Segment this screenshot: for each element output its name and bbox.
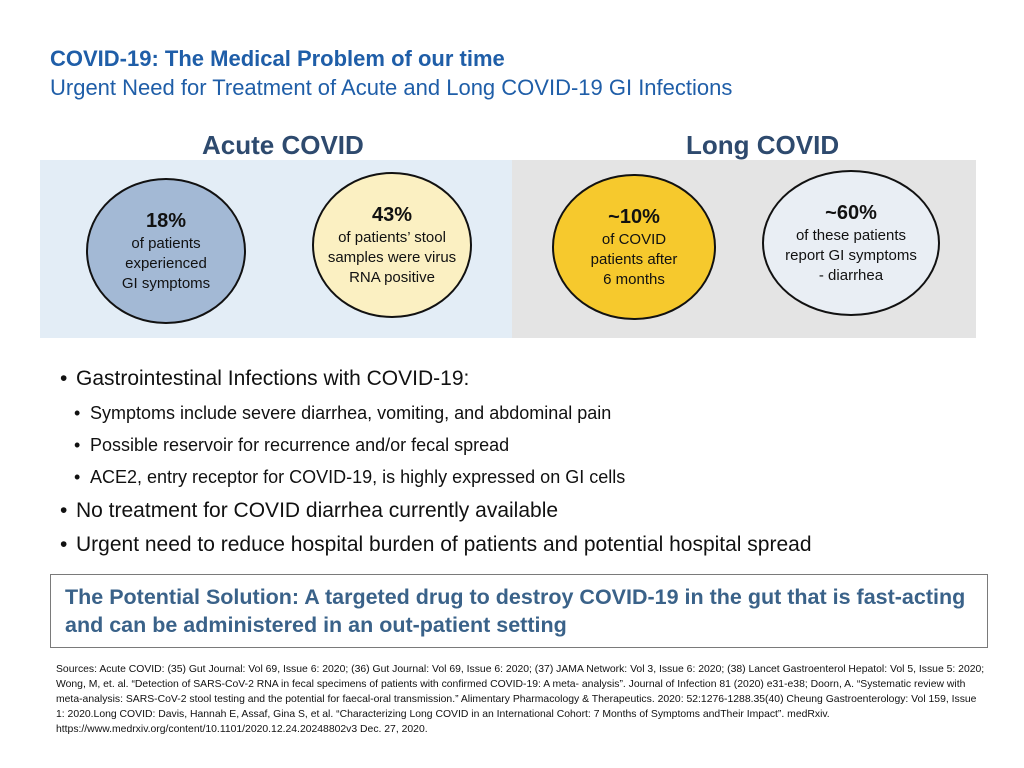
sources-footnote: Sources: Acute COVID: (35) Gut Journal: Vol 69, Issue 6: 2020; (36) Gut Journal: Vol 69, Issue 6: 2020; (37) JAMA Network: Vol 3, Issue 6: 2020; (38) Lancet Gastroenterol Hepatol: Vol 5, Issue 5: 2020; Wong, M, et. al. “Detection of SARS-CoV-2 RNA in fecal specimens of patients with confirmed COVID-19: A meta- analysis”. Journal of Infection 81 (2020) e31-e38; Doorn, A. “Systematic review with meta-analysis: SARS-CoV-2 stool testing and the potential for faecal-oral transmission.” Alimentary Pharmacology & Therapeutics. 2020: 52:1276-1288.35(40) Cheung Gastroenterology: Vol 159, Issue 1: 2020.Long COVID: Davis, Hannah E, Assaf, Gina S, et al. “Characterizing Long COVID in an International Cohort: 7 Months of Symptoms andTheir Impact”. medRxiv. https://www.medrxiv.org/content/10.1101/2020.12.24.20248802v3 Dec. 27, 2020.	[56, 664, 985, 735]
bullet-dot-icon: •	[74, 435, 81, 455]
slide-subtitle: Urgent Need for Treatment of Acute and Long COVID-19 GI Infections	[50, 75, 733, 100]
sub-bullet-text: Symptoms include severe diarrhea, vomiting, and abdominal pain	[90, 403, 612, 423]
stat-text-line: report GI symptoms	[785, 247, 917, 264]
stat-text-line: of COVID	[601, 231, 667, 248]
stat-circle-long-covid-rate	[552, 174, 716, 320]
stat-value: ~60%	[825, 202, 877, 224]
sub-bullet-text: ACE2, entry receptor for COVID-19, is highly expressed on GI cells	[90, 467, 626, 487]
bullet-text: No treatment for COVID diarrhea currently available	[76, 499, 559, 522]
stat-text-line: of patients’ stool	[338, 229, 446, 246]
sub-bullet-item	[60, 434, 1000, 456]
sub-bullet-item	[60, 402, 1000, 424]
solution-box: The Potential Solution: A targeted drug to destroy COVID-19 in the gut that is fast-acting and can be administered in an out-patient setting	[50, 574, 988, 648]
bullet-item	[60, 532, 1000, 558]
stat-value: ~10%	[608, 206, 660, 228]
bullet-dot-icon: •	[60, 499, 68, 522]
long-covid-heading: Long COVID	[686, 130, 840, 160]
acute-covid-heading: Acute COVID	[202, 130, 364, 160]
stat-text-line: GI symptoms	[121, 275, 211, 292]
stat-text-line: patients after	[590, 251, 678, 268]
bullet-dot-icon: •	[60, 367, 68, 390]
slide-title: COVID-19: The Medical Problem of our time	[50, 46, 505, 71]
bullet-text: Urgent need to reduce hospital burden of patients and potential hospital spread	[76, 533, 812, 556]
bullet-dot-icon: •	[74, 467, 81, 487]
bullet-list	[60, 366, 1000, 558]
sub-bullet-item	[60, 466, 1000, 488]
stat-text-line: of these patients	[795, 227, 907, 244]
bullet-dot-icon: •	[60, 533, 68, 556]
stat-circle-long-gi-symptoms	[762, 170, 940, 316]
stat-value: 43%	[371, 204, 413, 226]
bullet-dot-icon: •	[74, 403, 81, 423]
stat-text-line: samples were virus	[327, 249, 457, 266]
bullet-text: Gastrointestinal Infections with COVID-19:	[76, 367, 470, 390]
bullet-item	[60, 498, 1000, 524]
stat-circle-stool-rna	[312, 172, 472, 318]
sub-bullet-text: Possible reservoir for recurrence and/or fecal spread	[90, 435, 510, 455]
stat-text-line: 6 months	[603, 271, 665, 288]
stat-text-line: RNA positive	[349, 269, 435, 286]
stat-text-line: experienced	[125, 255, 207, 272]
stat-value: 18%	[145, 210, 187, 232]
stat-text-line: of patients	[131, 235, 201, 252]
stat-text-line: - diarrhea	[818, 267, 884, 284]
stat-circle-gi-symptoms	[86, 178, 246, 324]
bullet-item	[60, 366, 1000, 392]
